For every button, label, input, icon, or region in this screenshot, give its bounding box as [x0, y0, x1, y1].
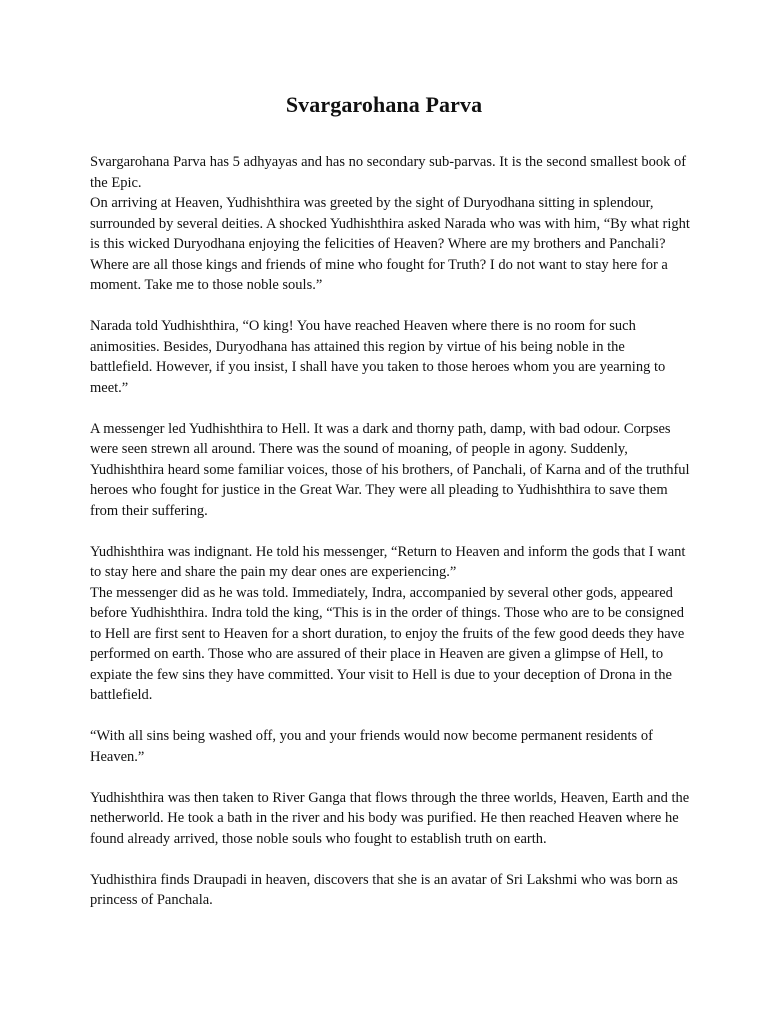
paragraph-intro: Svargarohana Parva has 5 adhyayas and has no secondary sub-parvas. It is the second smallest book of the Epic. [90, 154, 687, 191]
document-body [90, 152, 690, 911]
page-title: Svargarohana Parva [285, 92, 483, 117]
paragraph-draupadi: Yudhisthira finds Draupadi in heaven, discovers that she is an avatar of Sri Lakshmi who was born as princess of Panchala. [90, 871, 678, 908]
paragraph-narada: Narada told Yudhishthira, “O king! You have reached Heaven where there is no room for such animosities. Besides, Duryodhana has attained this region by virtue of his being noble in the battlefield. However, if you insist, I shall have you taken to those heroes whom you are yearning to meet.” [90, 318, 666, 396]
paragraph-arrival: On arriving at Heaven, Yudhishthira was greeted by the sight of Duryodhana sitting in splendour, surrounded by several deities. A shocked Yudhishthira asked Narada who was with him, “By what right is this wicked Duryodhana enjoying the felicities of Heaven? Where are my brothers and Panchali? Where are all those kings and friends of mine who fought for Truth? I do not want to stay here for a moment. Take me to those noble souls.” [90, 195, 690, 293]
paragraph-indra: The messenger did as he was told. Immediately, Indra, accompanied by several other gods, appeared before Yudhishthira. Indra told the king, “This is in the order of things. Those who are to be consigned to Hell are first sent to Heaven for a short duration, to enjoy the fruits of the few good deeds they have performed on earth. Those who are assured of their place in Heaven are given a glimpse of Hell, to expiate the few sins they have committed. Your visit to Hell is due to your deception of Drona in the battlefield. [90, 584, 685, 703]
paragraph-sins-washed: “With all sins being washed off, you and your friends would now become permanent residents of Heaven.” [90, 728, 653, 765]
paragraph-indignant: Yudhishthira was indignant. He told his messenger, “Return to Heaven and inform the gods that I want to stay here and share the pain my dear ones are experiencing.” [90, 543, 686, 580]
paragraph-hell: A messenger led Yudhishthira to Hell. It was a dark and thorny path, damp, with bad odour. Corpses were seen strewn all around. There was the sound of moaning, of people in agony. Suddenly, Yudhishthira heard some familiar voices, those of his brothers, of Panchali, of Karna and of the truthful heroes who fought for justice in the Great War. They were all pleading to Yudhishthira to save them from their suffering. [90, 420, 690, 519]
paragraph-ganga: Yudhishthira was then taken to River Ganga that flows through the three worlds, Heaven, Earth and the netherworld. He took a bath in the river and his body was purified. He then reached Heaven where he found already arrived, those noble souls who fought to establish truth on earth. [90, 789, 690, 847]
